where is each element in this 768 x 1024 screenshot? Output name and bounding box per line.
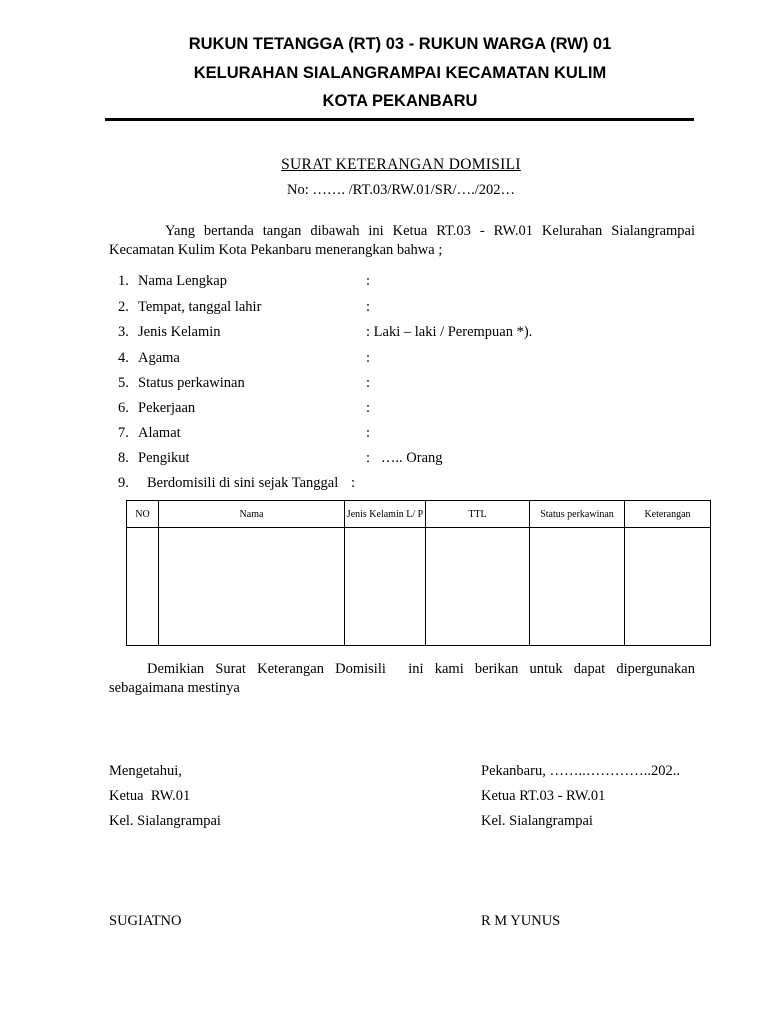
signature-right-position: Ketua RT.03 - RW.01 bbox=[481, 788, 606, 804]
field-jenis-kelamin: 3. Jenis Kelamin bbox=[118, 324, 221, 340]
table-header-nama: Nama bbox=[159, 501, 345, 528]
letterhead-line-2: KELURAHAN SIALANGRAMPAI KECAMATAN KULIM bbox=[193, 64, 607, 82]
intro-line-2: Kecamatan Kulim Kota Pekanbaru menerangkan bahwa ; bbox=[109, 242, 443, 258]
closing-line-1: Demikian Surat Keterangan Domisili ini kami berikan untuk dapat dipergunakan bbox=[147, 661, 695, 677]
field-alamat-value: : bbox=[366, 425, 371, 441]
signature-left-name: SUGIATNO bbox=[109, 913, 182, 929]
field-pekerjaan-value: : bbox=[366, 400, 371, 416]
field-nama-lengkap: 1. Nama Lengkap bbox=[118, 273, 227, 289]
signature-right-office: Kel. Sialangrampai bbox=[481, 813, 593, 829]
field-pekerjaan: 6. Pekerjaan bbox=[118, 400, 196, 416]
signature-right-place-date: Pekanbaru, ……..…………..202.. bbox=[481, 763, 680, 779]
document-title: SURAT KETERANGAN DOMISILI bbox=[281, 156, 521, 173]
table-cell-nama[interactable] bbox=[159, 528, 345, 646]
table-header-status-perkawinan: Status perkawinan bbox=[530, 501, 625, 528]
field-agama: 4. Agama bbox=[118, 350, 180, 366]
table-header-no: NO bbox=[127, 501, 159, 528]
closing-line-2: sebagaimana mestinya bbox=[109, 680, 240, 696]
table-cell-keterangan[interactable] bbox=[625, 528, 711, 646]
table-header-ttl: TTL bbox=[426, 501, 530, 528]
document-number: No: ……. /RT.03/RW.01/SR/…./202… bbox=[287, 182, 515, 198]
field-berdomisili-sejak-value: : bbox=[351, 475, 356, 491]
signature-left-acknowledged: Mengetahui, bbox=[109, 763, 182, 779]
field-berdomisili-sejak: 9. Berdomisili di sini sejak Tanggal bbox=[118, 475, 339, 491]
signature-left-office: Kel. Sialangrampai bbox=[109, 813, 221, 829]
letterhead-line-1: RUKUN TETANGGA (RT) 03 - RUKUN WARGA (RW) 01 bbox=[188, 35, 612, 53]
field-tempat-tanggal-lahir-value: : bbox=[366, 299, 371, 315]
table-cell-status-perkawinan[interactable] bbox=[530, 528, 625, 646]
intro-line-1: Yang bertanda tangan dibawah ini Ketua RT.03 - RW.01 Kelurahan Sialangrampai bbox=[165, 223, 695, 239]
table-header-row bbox=[127, 501, 711, 528]
field-agama-value: : bbox=[366, 350, 371, 366]
table-header-keterangan: Keterangan bbox=[625, 501, 711, 528]
field-pengikut-value: : ….. Orang bbox=[366, 450, 443, 466]
field-tempat-tanggal-lahir: 2. Tempat, tanggal lahir bbox=[118, 299, 262, 315]
intro-paragraph bbox=[109, 222, 695, 260]
field-nama-lengkap-value: : bbox=[366, 273, 371, 289]
field-status-perkawinan: 5. Status perkawinan bbox=[118, 375, 245, 391]
closing-paragraph bbox=[109, 660, 695, 698]
table-cell-jenis-kelamin[interactable] bbox=[345, 528, 426, 646]
signature-right-name: R M YUNUS bbox=[481, 913, 561, 929]
field-alamat: 7. Alamat bbox=[118, 425, 181, 441]
follower-table bbox=[126, 500, 711, 646]
letterhead-line-3: KOTA PEKANBARU bbox=[322, 92, 478, 110]
table-cell-no[interactable] bbox=[127, 528, 159, 646]
table-row bbox=[127, 528, 711, 646]
letterhead-divider bbox=[105, 118, 694, 121]
field-pengikut: 8. Pengikut bbox=[118, 450, 190, 466]
field-jenis-kelamin-value: : Laki – laki / Perempuan *). bbox=[366, 324, 533, 340]
table-cell-ttl[interactable] bbox=[426, 528, 530, 646]
signature-left-position: Ketua RW.01 bbox=[109, 788, 191, 804]
field-status-perkawinan-value: : bbox=[366, 375, 371, 391]
table-header-jenis-kelamin: Jenis Kelamin L/ P bbox=[345, 501, 426, 528]
